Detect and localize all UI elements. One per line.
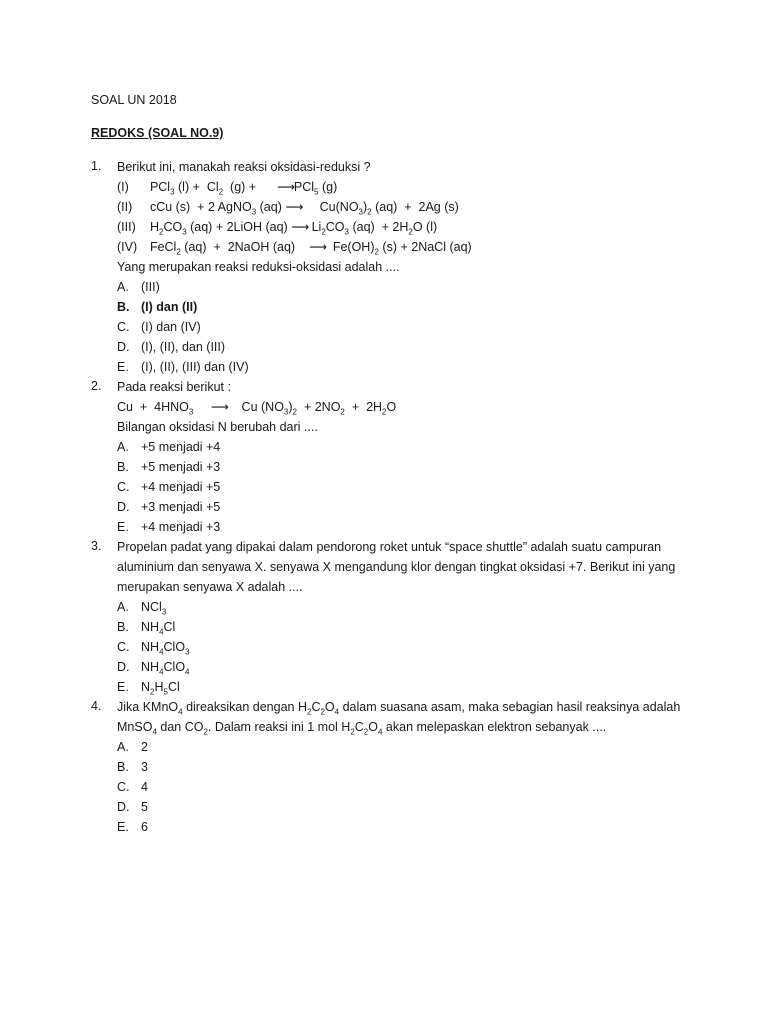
question-number: 4. [91,699,102,713]
option-a: A. (III) [117,280,160,294]
option-c: C. $NH_4ClO_3$ [117,640,190,657]
option-b: B. $NH_4Cl$ [117,620,176,637]
reaction-1: (I) PCl$_3$ $(l) + Cl_2$ (g) + ⟶PCl$_5$ (g) [117,177,337,203]
reaction-2: (II) cCu (s) + 2 AgNO$_3$ (aq) ⟶ $Cu(NO_3)_2$ (aq) + 2Ag (s) [117,197,459,223]
reaction-3: (III) $H_2CO_3$ (aq) + 2LiOH (aq) ⟶ $Li_2CO_3$ $(aq) + 2H_2O$ (l) [117,217,437,243]
question-stem: Berikut ini, manakah reaksi oksidasi-reduksi ? [117,160,371,174]
option-d: D. $NH_4ClO_4$ [117,660,190,677]
option-c: C. (I) dan (IV) [117,320,201,334]
option-e: E. $N_2H_5Cl$ [117,680,180,697]
option-b: B. 3 [117,760,148,774]
question-number: 1. [91,159,102,173]
option-d: D. (I), (II), dan (III) [117,340,226,354]
question-stem-line-2: MnSO$_4$ dan $CO_2$. Dalam reaksi ini 1 mol $H_2C_2O_4$ akan melepaskan elektron sebanyak .... [117,720,607,737]
option-b: B. (I) dan (II) [117,300,198,314]
reaction: $Cu + 4HNO_3$ ⟶ Cu $(NO_3)_2 + 2NO_2 + 2H_2O$ [117,397,396,423]
arrow-icon: ⟶ [276,180,294,194]
option-b: B. +5 menjadi +3 [117,460,221,474]
arrow-icon: ⟶ [308,240,326,254]
option-d: D. +3 menjadi +5 [117,500,221,514]
option-d: D. 5 [117,800,148,814]
arrow-icon: ⟶ [285,200,303,214]
option-e: E. (I), (II), (III) dan (IV) [117,360,249,374]
option-e: E. 6 [117,820,148,834]
question-stem-line-2: aluminium dan senyawa X. senyawa X mengandung klor dengan tingkat oksidasi +7. Berikut ini yang [117,560,676,574]
option-c: C. 4 [117,780,148,794]
option-a: A. 2 [117,740,148,754]
question-number: 2. [91,379,102,393]
question-stem-line-1: Jika KMnO$_4$ direaksikan dengan $H_2C_2O_4$ dalam suasana asam, maka sebagian hasil reaksinya adalah [117,700,681,717]
arrow-icon: ⟶ [291,220,309,234]
reaction-4: (IV) FeCl$_2$ (aq) + 2NaOH (aq) ⟶ $Fe(OH)_2$ (s) + 2NaCl (aq) [117,237,472,263]
option-a: A. NCl$_3$ [117,600,167,617]
option-e: E. +4 menjadi +3 [117,520,221,534]
question-prompt: Yang merupakan reaksi reduksi-oksidasi adalah .... [117,260,400,274]
document-title: SOAL UN 2018 [91,93,177,107]
section-title: REDOKS (SOAL NO.9) [91,126,224,140]
option-c: C. +4 menjadi +5 [117,480,221,494]
arrow-icon: ⟶ [210,400,228,414]
option-a: A. +5 menjadi +4 [117,440,221,454]
question-prompt: Bilangan oksidasi N berubah dari .... [117,420,318,434]
question-stem-line-3: merupakan senyawa X adalah .... [117,580,303,594]
question-stem: Pada reaksi berikut : [117,380,231,394]
question-number: 3. [91,539,102,553]
question-stem-line-1: Propelan padat yang dipakai dalam pendorong roket untuk “space shuttle” adalah suatu campuran [117,540,662,554]
